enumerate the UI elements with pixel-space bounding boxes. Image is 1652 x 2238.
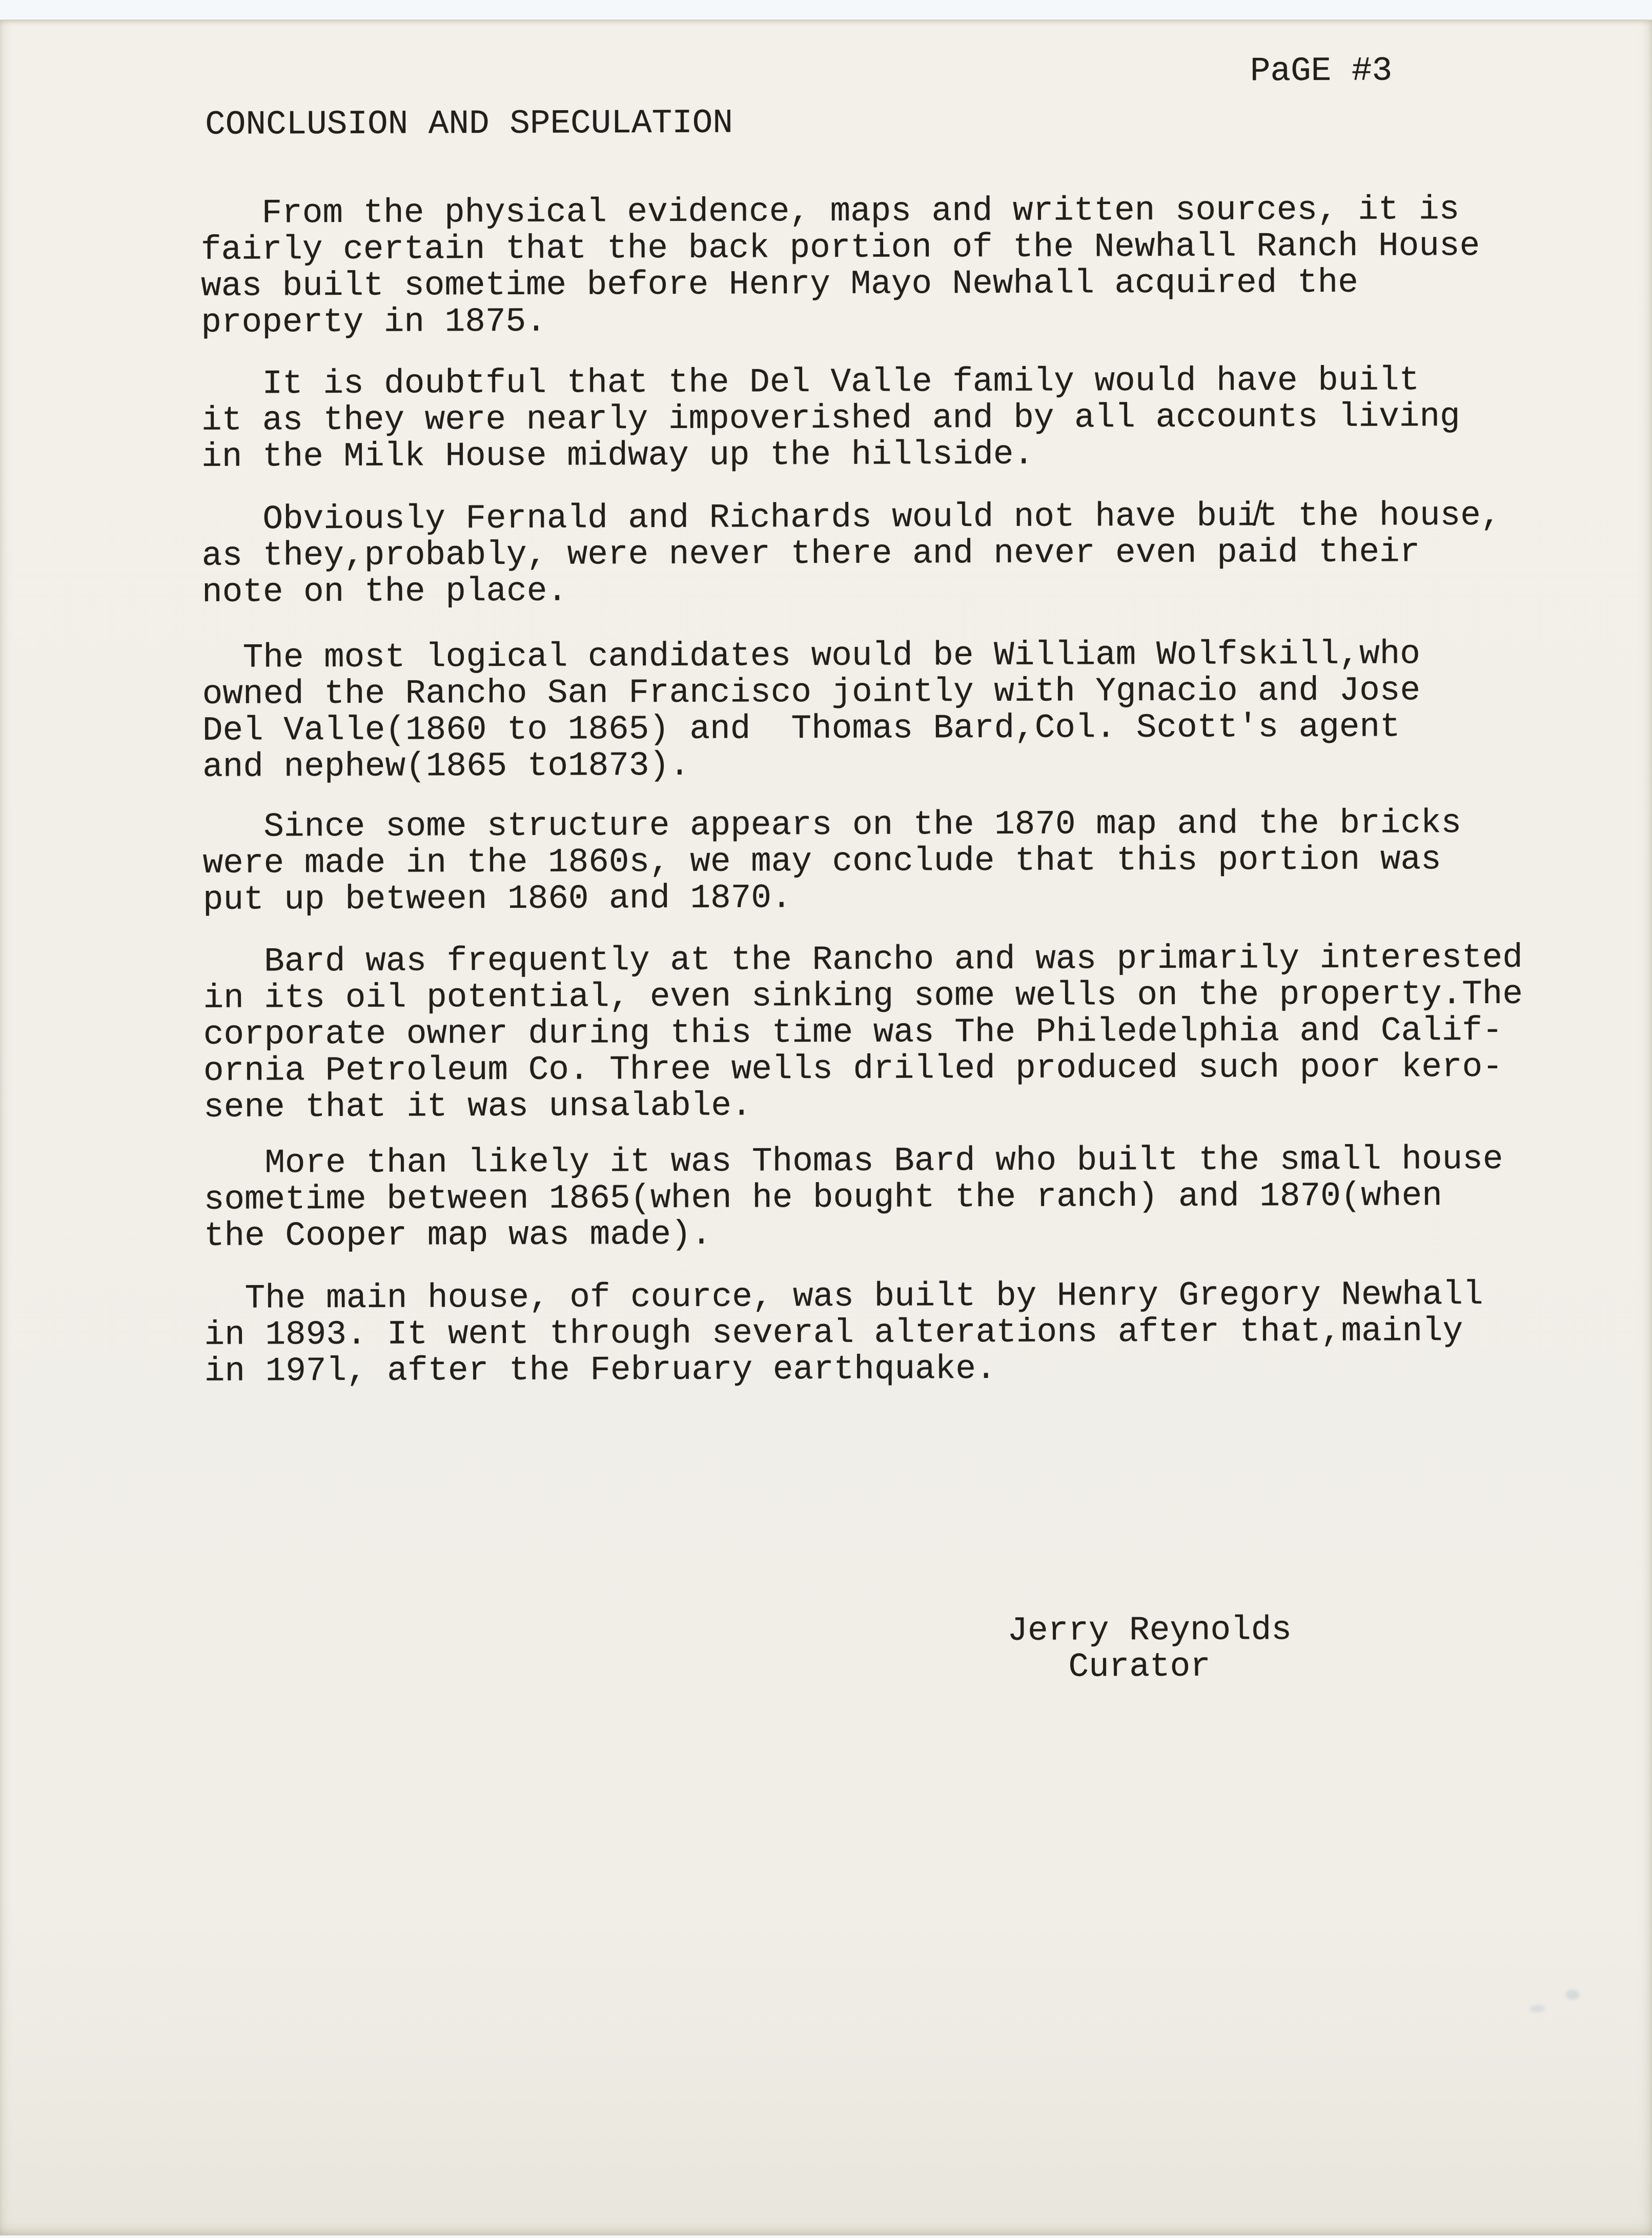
paragraph-3: Obviously Fernald and Richards would not have bui̸t the house, as they,probably, were never there and never even paid their note on the place. <box>201 496 1501 612</box>
paragraph-8: The main house, of cource, was built by Henry Gregory Newhall in 1893. It went through several alterations after that,mainly in 197l, after the February earthquake. <box>204 1275 1483 1391</box>
paragraph-4: The most logical candidates would be William Wolfskill,who owned the Rancho San Francisco jointly with Ygnacio and Jose Del Valle(1860 to 1865) and Thomas Bard,Col. Scott's agent and nephew(1865 to1873). <box>202 635 1421 786</box>
scan-smudge <box>1566 1989 1579 2000</box>
page-heading: CONCLUSION AND SPECULATION <box>205 104 733 144</box>
signature-block: Jerry Reynolds Curator <box>1007 1611 1292 1686</box>
paragraph-1: From the physical evidence, maps and written sources, it is fairly certain that the back portion of the Newhall Ranch House was built sometime before Henry Mayo Newhall acquired the property in 1875. <box>200 190 1480 342</box>
paragraph-5: Since some structure appears on the 1870 map and the bricks were made in the 1860s, we may conclude that this portion was put up between 1860 and 1870. <box>202 804 1462 919</box>
typewritten-content <box>0 18 1652 2238</box>
paragraph-6: Bard was frequently at the Rancho and was primarily interested in its oil potential, even sinking some wells on the property.The corporate owner during this time was The Philedelphia and Calif- ornia Petroleum Co. Three wells drilled produced such poor kero- sene that it was unsalable. <box>203 938 1523 1127</box>
document-page <box>0 19 1652 2235</box>
paragraph-2: It is doubtful that the Del Valle family would have built it as they were nearly impoverished and by all accounts living in the Milk House midway up the hillside. <box>201 361 1460 476</box>
page-number: PaGE #3 <box>1250 51 1393 91</box>
paragraph-7: More than likely it was Thomas Bard who built the small house sometime between 1865(when he bought the ranch) and 1870(when the Cooper map was made). <box>203 1140 1503 1255</box>
scan-smudge <box>1530 2005 1545 2012</box>
